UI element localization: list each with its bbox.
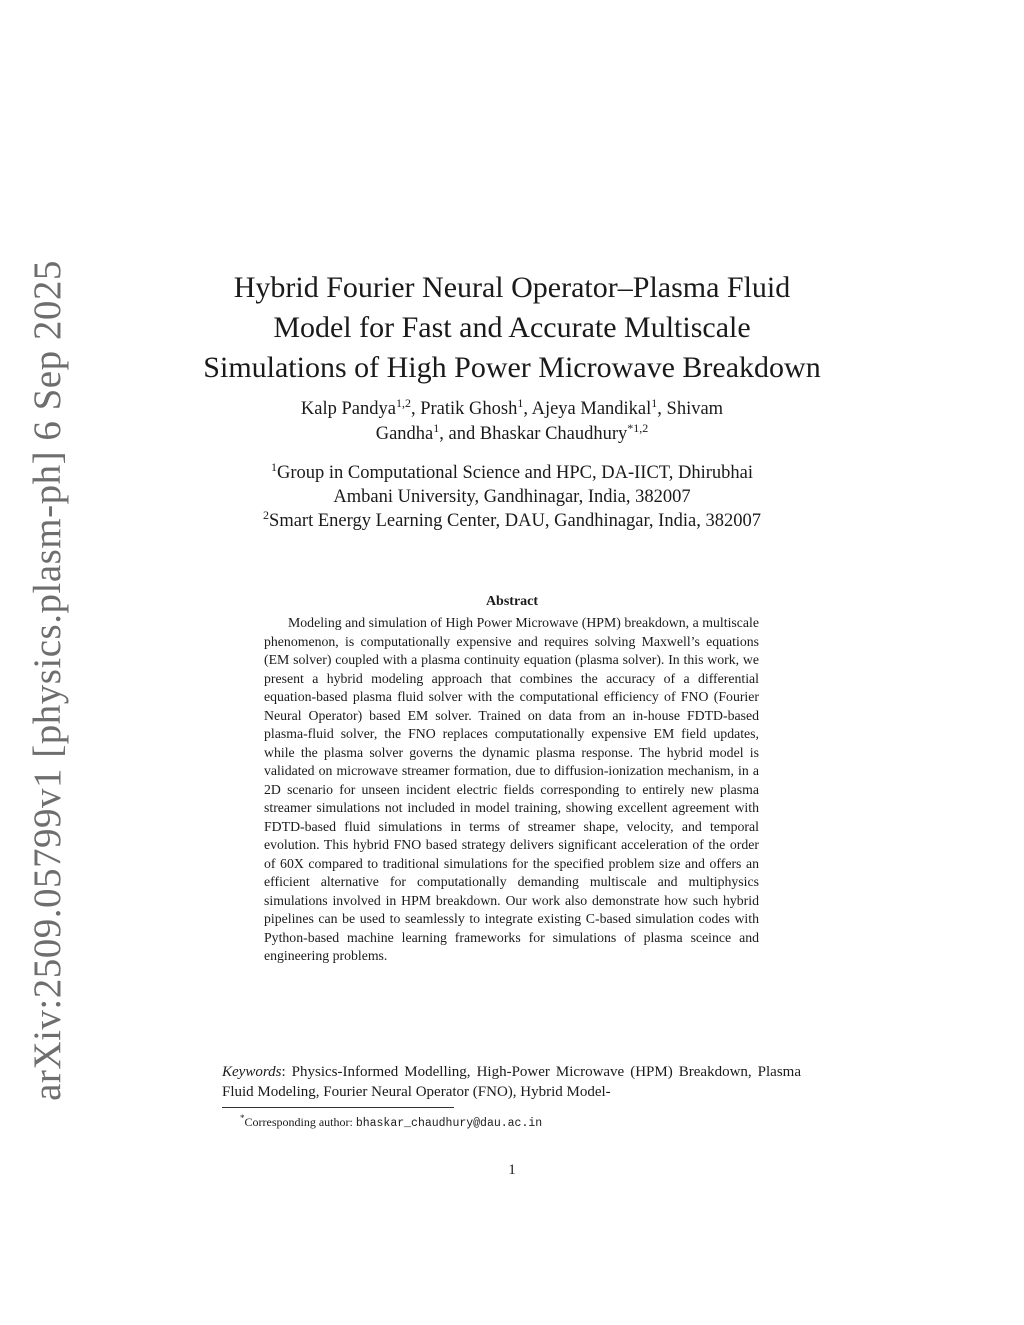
author-line-2 <box>200 422 824 447</box>
author-chaudhury: , and Bhaskar Chaudhury <box>439 424 628 444</box>
footnote-marker: * <box>240 1113 245 1123</box>
affiliation-1-line-1 <box>200 461 824 485</box>
affiliation-1-line-2: Ambani University, Gandhinagar, India, 382007 <box>333 487 691 507</box>
arxiv-identifier-stamp <box>12 259 82 1101</box>
author-gandha-affil: 1 <box>433 421 440 435</box>
paper-title <box>200 268 824 388</box>
title-line-3: Simulations of High Power Microwave Breakdown <box>203 351 821 384</box>
author-pandya-affil: 1,2 <box>395 396 411 410</box>
abstract-heading: Abstract <box>485 594 539 609</box>
author-mandikal-affil: 1 <box>651 396 658 410</box>
author-list <box>200 397 824 447</box>
title-line-1: Hybrid Fourier Neural Operator–Plasma Fluid <box>233 271 791 304</box>
page-number: 1 <box>508 1162 516 1178</box>
author-ghosh: , Pratik Ghosh <box>410 399 518 419</box>
corresponding-author-footnote <box>240 1114 800 1132</box>
keywords-label: Keywords <box>222 1064 282 1080</box>
footnote-label: Corresponding author: <box>244 1115 356 1129</box>
arxiv-identifier-text: arXiv:2509.05799v1 [physics.plasm-ph] 6 Sep 2025 <box>25 259 69 1101</box>
author-line-1 <box>200 397 824 422</box>
author-pandya: Kalp Pandya <box>300 399 396 419</box>
affiliation-2 <box>200 509 824 533</box>
title-line-2: Model for Fast and Accurate Multiscale <box>273 311 751 344</box>
author-ghosh-affil: 1 <box>517 396 524 410</box>
affiliation-2-marker: 2 <box>263 508 270 522</box>
author-chaudhury-affil: *1,2 <box>627 421 649 435</box>
author-mandikal: , Ajeya Mandikal <box>523 399 652 419</box>
corresponding-author-email: bhaskar_chaudhury@dau.ac.in <box>355 1117 543 1130</box>
footnote-rule <box>222 1107 454 1108</box>
affiliations <box>200 461 824 533</box>
keywords-paragraph <box>222 1062 801 1102</box>
affiliation-1-marker: 1 <box>271 460 278 474</box>
author-gandha-first: , Shivam <box>657 399 724 419</box>
affiliation-1-text: Group in Computational Science and HPC, DA-IICT, Dhirubhai <box>277 463 753 483</box>
author-gandha-last: Gandha <box>375 424 434 444</box>
abstract-text: Modeling and simulation of High Power Microwave (HPM) breakdown, a multiscale phenomenon, is computationally expensive and requires solving Maxwell’s equations (EM solver) coupled with a plasma continuity equation (plasma solver). In this work, we present a hybrid modeling approach that combines the accuracy of a differential equation-based plasma fluid solver with the computational efficiency of FNO (Fourier Neural Operator) based EM solver. Trained on data from an in-house FDTD-based plasma-fluid solver, the FNO replaces computationally expensive EM field updates, while the plasma solver governs the dynamic plasma response. The hybrid model is validated on microwave streamer formation, due to diffusion-ionization mechanism, in a 2D scenario for unseen incident electric fields corresponding to entirely new plasma streamer simulations not included in model training, showing excellent agreement with FDTD-based fluid simulations in terms of streamer shape, velocity, and temporal evolution. This hybrid FNO based strategy delivers significant acceleration of the order of 60X compared to traditional simulations for the specified problem size and offers an efficient alternative for computationally demanding multiscale and multiphysics simulations involved in HPM breakdown. Our work also demonstrate how such hybrid pipelines can be used to seamlessly to integrate existing C-based simulation codes with Python-based machine learning frameworks for simulations of plasma sceince and engineering problems. <box>264 615 759 963</box>
keywords-text: : Physics-Informed Modelling, High-Power Microwave (HPM) Breakdown, Plasma Fluid Modeling, Fourier Neural Operator (FNO), Hybrid Model- <box>222 1064 801 1100</box>
affiliation-2-text: Smart Energy Learning Center, DAU, Gandhinagar, India, 382007 <box>269 511 761 531</box>
abstract-body <box>264 614 759 966</box>
